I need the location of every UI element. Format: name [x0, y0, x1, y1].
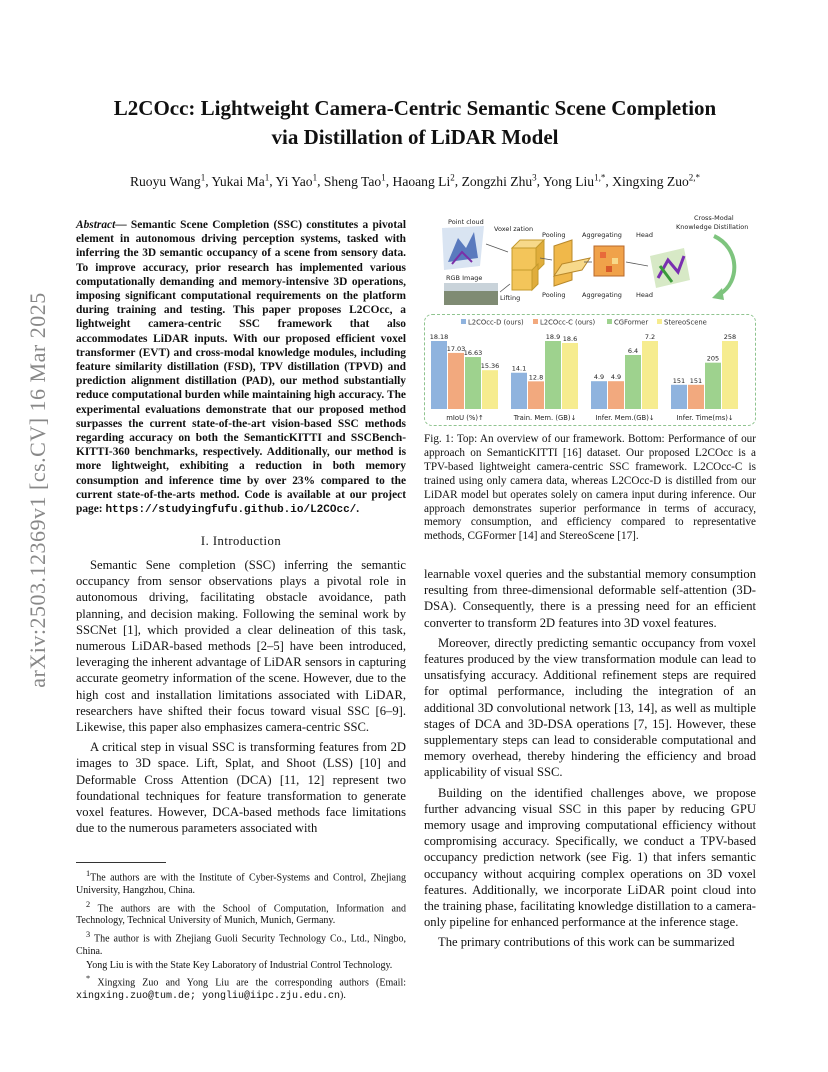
author-affiliation-mark: 2,* — [688, 172, 701, 182]
bar — [465, 357, 481, 409]
author-list: Ruoyu Wang$^1$, Yukai Ma$^1$, Yi Yao$^1$, Sheng Tao$^1$, Haoang Li$^2$, Zongzhi Zhu$^3$, Yong Liu$^{1,*}$, Xingxing Zuo$^{2,*}$ — [129, 172, 701, 189]
category-label: Infer. Time(ms)↓ — [676, 414, 734, 422]
label-voxelization: Voxel zation — [494, 225, 534, 233]
tpv-planes — [554, 240, 590, 286]
right-paragraph-3: The primary contributions of this work can be summarized — [438, 935, 735, 950]
legend-label: StereoScene — [664, 318, 707, 327]
abstract-end: . — [356, 503, 360, 516]
right-paragraph-0: learnable voxel queries and the substantial memory consumption resulting from three-dimensional deformable self-attention (3D-DSA). Consequently, there is a pressing need for an efficient converter to transform 2D features into 3D voxel features. — [424, 567, 756, 630]
bar-value-label: 15.36 — [480, 362, 500, 371]
semantic-occupancy-output — [650, 248, 690, 288]
author-affiliation-mark: 3 — [532, 172, 537, 182]
bar — [625, 355, 641, 409]
bar — [591, 381, 607, 409]
figure-1-caption: Fig. 1: Top: An overview of our framework. Bottom: Performance of our approach on SemanticKITTI [16] dataset. Our proposed L2COcc is a TPV-based lightweight camera-centric SSC framework. L2COcc-C is trained using only camera data, whereas L2COcc-D is distilled from our LiDAR model but operates solely on camera input during inference. Our approach demonstrates superior performance in terms of accuracy, memory consumption, and efficiency compared to representative methods, CGFormer [14] and StereoScene [17]. — [424, 433, 756, 543]
bar-value-label: 6.4 — [627, 346, 639, 355]
bar — [642, 341, 658, 409]
corresponding-emails[interactable]: xingxing.zuo@tum.de; yongliu@iipc.zju.edu.cn — [76, 991, 341, 1003]
performance-bar-chart — [425, 315, 755, 425]
footnote-3: $^3$ The author is with Zhejiang Guoli Security Technology Co., Ltd., Ningbo, China. — [76, 930, 406, 957]
project-url-link[interactable]: https://studyingfufu.github.io/L2COcc/ — [105, 504, 357, 517]
bar-value-label: 16.63 — [463, 349, 483, 358]
author-name: Zongzhi Zhu$^3$ — [461, 172, 537, 189]
abstract — [76, 218, 406, 517]
label-lifting: Lifting — [500, 294, 521, 302]
bar — [511, 373, 527, 409]
arxiv-identifier: arXiv:2503.12369v1 [cs.CV] 16 Mar 2025 — [25, 292, 50, 688]
arxiv-sidebar — [18, 280, 58, 700]
bar — [608, 381, 624, 409]
author-affiliation-mark: 1 — [200, 172, 206, 182]
author-affiliation-mark: 1,* — [594, 172, 606, 182]
bar — [562, 343, 578, 409]
footnote-4: Yong Liu is with the State Key Laboratory of Industrial Control Technology. — [86, 959, 393, 971]
bar-value-label: 18.9 — [545, 333, 561, 341]
title-line-2: via Distillation of LiDAR Model — [271, 125, 559, 149]
right-column-body — [424, 566, 756, 951]
figure-1 — [422, 208, 758, 426]
bar — [688, 385, 704, 409]
bar-value-label: 18.6 — [562, 334, 578, 343]
author-affiliation-mark: 1 — [312, 172, 318, 182]
label-aggregating-top: Aggregating — [582, 231, 622, 239]
label-rgb-image: RGB Image — [446, 274, 483, 282]
author-name: Yukai Ma$^1$ — [211, 172, 270, 189]
legend-label: L2COcc-C (ours) — [540, 318, 596, 327]
category-label: mIoU (%)↑ — [446, 414, 484, 422]
footnotes — [76, 868, 406, 1005]
intro-paragraph-1: Semantic Sene completion (SSC) inferring the semantic occupancy from sensor observations plays a pivotal role in autonomous driving, facilitating obstacle avoidance, path planning, and decision making. Following the seminal work by SSCNet [1], which provided a clear delineation of this task, numerous LiDAR-based methods [2–5] have been introduced, leveraging the inherent advantage of LiDAR sensors in capturing accurate geometry information of the scene. However, due to the high cost and installation limitations associated with LiDAR, researchers have shifted their focus toward visual SSC [6–9]. Likewise, this paper also emphasizes camera-centric SSC. — [76, 558, 406, 735]
bar-value-label: 17.03 — [446, 344, 466, 353]
author-affiliation-mark: 2 — [450, 172, 455, 182]
label-point-cloud: Point cloud — [448, 218, 484, 226]
bar-value-label: 151 — [689, 376, 703, 385]
abstract-lead: Abstract — [76, 219, 116, 231]
label-pooling-top: Pooling — [542, 231, 566, 239]
footnote-5: * Xingxing Zuo and Yong Liu are the corresponding authors (Email: xingxing.zuo@tum.de; yongliu@iipc.zju.edu.cn). — [76, 974, 406, 1003]
legend-label: CGFormer — [614, 318, 649, 327]
author-name: Xingxing Zuo$^{2,*}$ — [612, 172, 701, 189]
bar-value-label: 205 — [706, 354, 720, 363]
author-name: Haoang Li$^2$ — [392, 172, 455, 189]
legend-swatch — [461, 319, 466, 324]
label-cmkd-2: Knowledge Distillation — [676, 223, 749, 231]
bar-value-label: 258 — [723, 333, 737, 341]
bar — [722, 341, 738, 409]
right-paragraph-1: Moreover, directly predicting semantic occupancy from voxel features produced by the view transformation module can lead to unsatisfying accuracy. Additional refinement steps are required for optimal performance, including the integration of an additional 3D convolutional network [13, 14], as well as multiple stages of DCA and 3D-DSA operations [7, 15]. However, these supplementary steps can lead to considerable computational and memory overhead, thereby hindering the efficiency and broad applicability of visual SSC. — [424, 635, 756, 780]
footnote-1: $^1$The authors are with the Institute of Cyber-Systems and Control, Zhejiang University, Hangzhou, China. — [76, 869, 406, 896]
label-pooling-bottom: Pooling — [542, 291, 566, 299]
footnote-2: $^2$ The authors are with the School of Computation, Information and Technology, Technical University of Munich, Munich, Germany. — [76, 899, 406, 927]
footnote-rule — [76, 862, 166, 863]
distillation-arrow — [714, 236, 734, 294]
left-column-body — [76, 557, 406, 836]
legend-swatch — [607, 319, 612, 324]
author-affiliation-mark: 1 — [264, 172, 270, 182]
legend-swatch — [657, 319, 662, 324]
author-name: Yi Yao$^1$ — [275, 172, 318, 189]
framework-diagram — [422, 208, 758, 310]
legend-swatch — [533, 319, 538, 324]
point-cloud-image — [442, 226, 484, 270]
abstract-body: — Semantic Scene Completion (SSC) constitutes a pivotal element in autonomous driving perception systems, tasked with inferring the 3D semantic occupancy of a scene from sensory data. To improve accuracy, prior research has implemented various computationally demanding and memory-intensive 3D operations, imposing significant computational requirements on the platform during training and testing. This paper proposes L2COcc, a lightweight camera-centric SSC framework that also accommodates LiDAR inputs. With our proposed efficient voxel transformer (EVT) and cross-modal knowledge modules, including feature similarity distillation (FSD), TPV distillation (TPVD) and prediction alignment distillation (PAD), our method substantially reduce computational burden while maintaining high accuracy. The experimental evaluations demonstrate that our proposed method surpasses the current state-of-the-art vision-based SSC methods regarding accuracy on both the SemanticKITTI and SSCBench-KITTI-360 benchmarks, respectively. Additionally, our method is more lightweight, exhibiting a reduction in both memory consumption and inference time by over 23% compared to the current state-of-the-arts method. Code is available at our project page: — [76, 219, 406, 516]
category-label: Infer. Mem.(GB)↓ — [595, 414, 655, 422]
title-line-1: L2COcc: Lightweight Camera-Centric Semantic Scene Completion — [113, 96, 717, 120]
bar — [431, 341, 447, 409]
bar-value-label: 7.2 — [644, 333, 656, 341]
author-name: Sheng Tao$^1$ — [323, 172, 386, 189]
bar — [482, 370, 498, 409]
bar-value-label: 4.9 — [610, 373, 622, 382]
bar — [705, 363, 721, 409]
label-head-bottom: Head — [636, 291, 653, 299]
legend-label: L2COcc-D (ours) — [468, 318, 524, 327]
section-heading-introduction: I. Introduction — [200, 534, 282, 548]
author-name: Ruoyu Wang$^1$ — [129, 172, 206, 189]
bar — [528, 381, 544, 409]
bar-value-label: 14.1 — [511, 364, 527, 373]
right-paragraph-2: Building on the identified challenges above, we propose further advancing visual SSC in this paper by reducing GPU memory usage and improving computational efficiency without compromising accuracy. Specifically, we conduct a TPV-based occupancy prediction network (see Fig. 1) that infers semantic occupancy without acquiring complex operations on 3D voxel features. Additionally, we incorporate LiDAR point cloud into the training phase, facilitating knowledge distillation to a camera-only pipeline for enhanced performance at the inference stage. — [424, 785, 756, 930]
author-affiliation-mark: 1 — [381, 172, 386, 182]
performance-chart-frame — [424, 314, 756, 426]
label-cmkd-1: Cross-Modal — [694, 214, 734, 222]
bar-value-label: 12.8 — [528, 373, 544, 382]
bar — [671, 385, 687, 409]
category-label: Train. Mem. (GB)↓ — [513, 414, 577, 422]
label-head-top: Head — [636, 231, 653, 239]
bar-value-label: 151 — [672, 376, 686, 385]
label-aggregating-bottom: Aggregating — [582, 291, 622, 299]
bar-value-label: 18.18 — [429, 333, 449, 341]
bar — [545, 341, 561, 409]
aggregated-feature-grid — [594, 246, 624, 276]
bar-value-label: 4.9 — [593, 373, 605, 382]
voxel-cube-top — [512, 240, 544, 272]
paper-title — [70, 94, 760, 152]
bar — [448, 353, 464, 409]
intro-paragraph-2: A critical step in visual SSC is transforming features from 2D images to 3D space. Lift, Splat, and Shoot (LSS) [10] and Deformable Cross Attention (DCA) [11, 12] represent two foundational techniques for feature transformation to generate voxel features. However, DCA-based methods face limitations due to the numerous parameters associated with — [76, 740, 406, 836]
author-name: Yong Liu$^{1,*}$ — [542, 172, 606, 189]
